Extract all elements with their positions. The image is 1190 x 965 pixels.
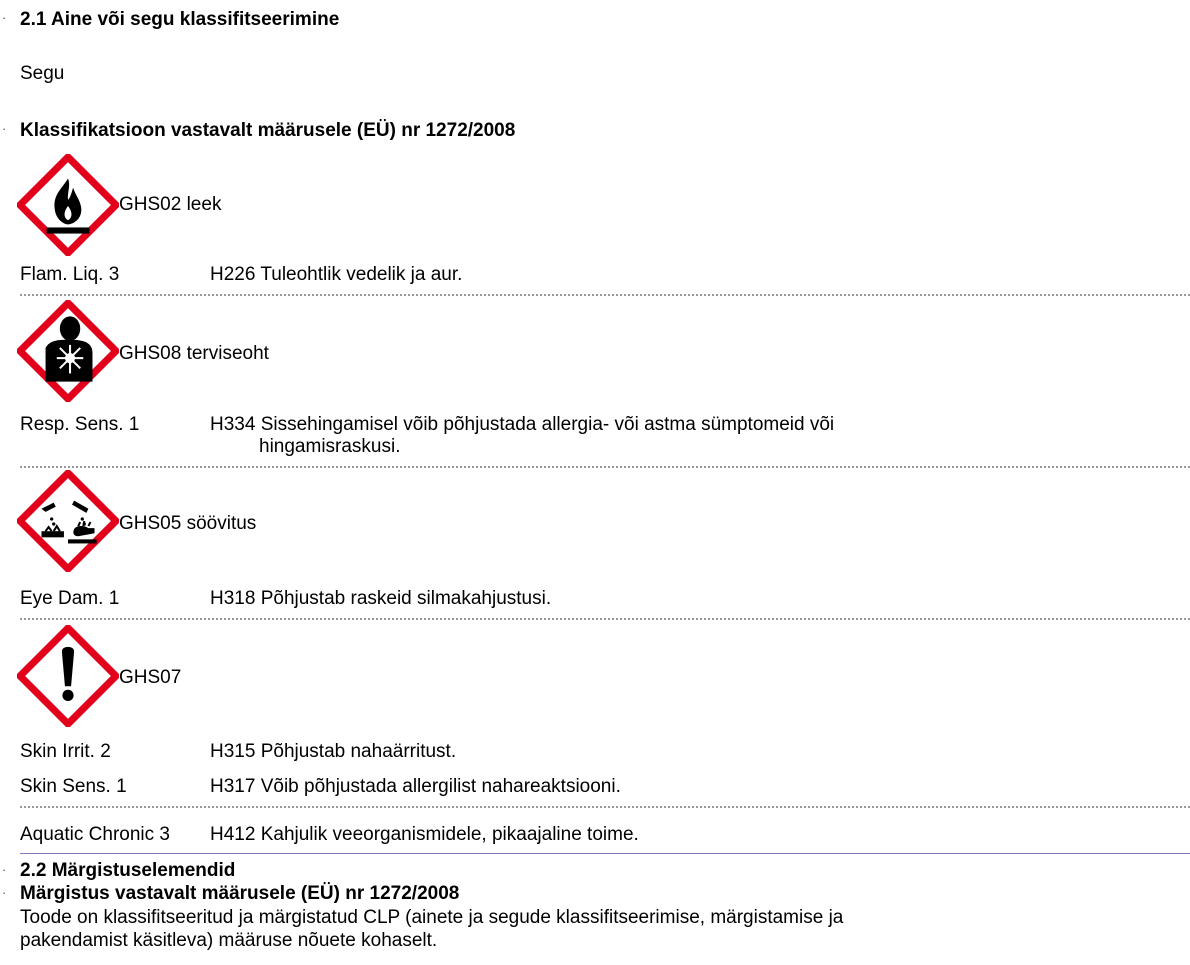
section-2-2-heading: 2.2 Märgistuselemendid	[20, 860, 236, 881]
ghs05-label: GHS05 söövitus	[119, 513, 257, 534]
hazard-statement: H226 Tuleohtlik vedelik ja aur.	[210, 264, 463, 285]
flame-pictogram-icon	[17, 154, 119, 256]
hazard-category: Aquatic Chronic 3	[20, 824, 170, 845]
exclamation-pictogram-icon	[17, 625, 119, 727]
hazard-category: Eye Dam. 1	[20, 588, 120, 609]
ghs08-label: GHS08 terviseoht	[119, 343, 269, 364]
hazard-statement: H334 Sissehingamisel võib põhjustada allergia- või astma sümptomeid või	[210, 414, 835, 435]
corrosion-pictogram-icon	[17, 470, 119, 572]
section-divider	[20, 853, 1190, 854]
bullet-marker: ·	[2, 862, 7, 877]
hazard-statement: H317 Võib põhjustada allergilist nahareaktsiooni.	[210, 776, 621, 797]
ghs02-label: GHS02 leek	[119, 194, 222, 215]
hazard-category: Skin Sens. 1	[20, 776, 127, 797]
row-divider	[20, 806, 1190, 808]
hazard-statement: H315 Põhjustab nahaärritust.	[210, 741, 457, 762]
bullet-marker: ·	[2, 121, 7, 136]
hazard-statement: H412 Kahjulik veeorganismidele, pikaajaline toime.	[210, 824, 639, 845]
section-2-1-heading: 2.1 Aine või segu klassifitseerimine	[20, 9, 340, 30]
hazard-category: Resp. Sens. 1	[20, 414, 140, 435]
row-divider	[20, 618, 1190, 620]
row-divider	[20, 294, 1190, 296]
hazard-category: Skin Irrit. 2	[20, 741, 111, 762]
row-divider	[20, 466, 1190, 468]
hazard-category: Flam. Liq. 3	[20, 264, 120, 285]
bullet-marker: ·	[2, 10, 7, 25]
classification-heading: Klassifikatsioon vastavalt määrusele (EÜ) nr 1272/2008	[20, 120, 516, 141]
bullet-marker: ·	[2, 885, 7, 900]
hazard-statement-continued: hingamisraskusi.	[259, 436, 401, 457]
health-hazard-pictogram-icon	[17, 300, 119, 402]
hazard-statement: H318 Põhjustab raskeid silmakahjustusi.	[210, 588, 552, 609]
labelling-text: Toode on klassifitseeritud ja märgistatud CLP (ainete ja segude klassifitseerimise, märgistamise ja	[20, 907, 844, 928]
labelling-text-continued: pakendamist käsitleva) määruse nõuete kohaselt.	[20, 930, 438, 951]
ghs07-label: GHS07	[119, 667, 182, 688]
labelling-heading: Märgistus vastavalt määrusele (EÜ) nr 1272/2008	[20, 883, 460, 904]
mixture-label: Segu	[20, 63, 65, 84]
